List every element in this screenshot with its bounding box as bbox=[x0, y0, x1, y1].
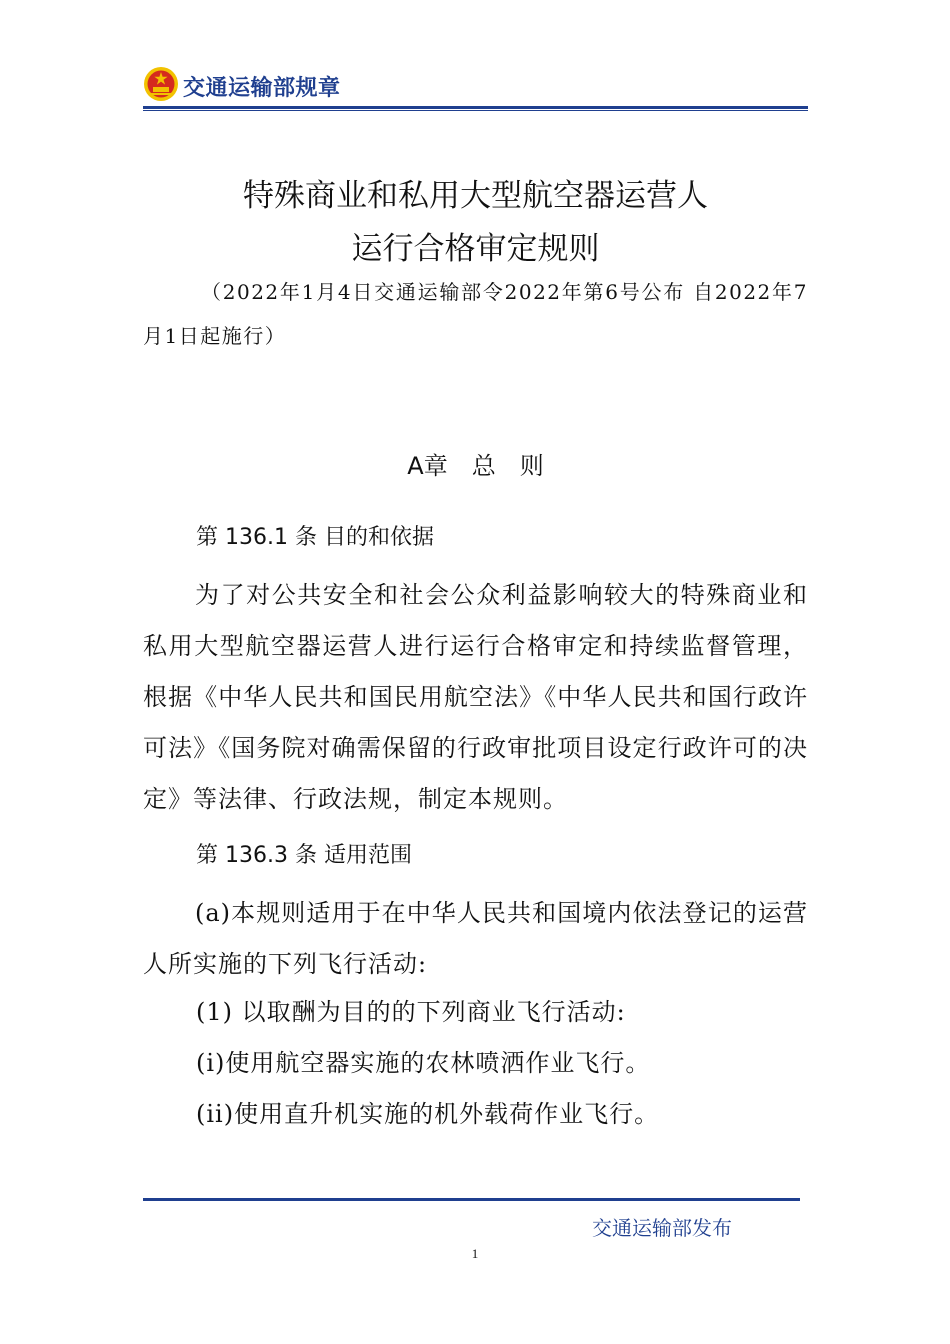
article-item: (ii)使用直升机实施的机外载荷作业飞行。 bbox=[196, 1100, 660, 1128]
document-subtitle: （2022年1月4日交通运输部令2022年第6号公布 自2022年7月1日起施行） bbox=[143, 280, 808, 348]
footer-publisher: 交通运输部发布 bbox=[592, 1216, 732, 1240]
chapter-word-2: 则 bbox=[519, 452, 544, 480]
article-body: 为了对公共安全和社会公众利益影响较大的特殊商业和私用大型航空器运营人进行运行合格审定和持续监督管理，根据《中华人民共和国民用航空法》《中华人民共和国行政许可法》《国务院对确需保留的行政审批项目设定行政许可的决定》等法律、行政法规，制定本规则。 bbox=[143, 581, 808, 813]
document-title-line1: 特殊商业和私用大型航空器运营人 bbox=[243, 178, 708, 214]
header-title: 交通运输部规章 bbox=[183, 76, 341, 101]
article-item: (i)使用航空器实施的农林喷洒作业飞行。 bbox=[196, 1049, 651, 1077]
chapter-word-1: 总 bbox=[471, 452, 496, 480]
article-heading: 第 136.1 条 目的和依据 bbox=[196, 525, 434, 550]
article-body: (a)本规则适用于在中华人民共和国境内依法登记的运营人所实施的下列飞行活动: bbox=[143, 899, 808, 978]
header-divider bbox=[143, 106, 808, 109]
article-item: (1) 以取酬为目的的下列商业飞行活动: bbox=[196, 998, 626, 1026]
chapter-heading bbox=[143, 446, 808, 481]
article-heading: 第 136.3 条 适用范围 bbox=[196, 843, 412, 868]
page-number: 1 bbox=[471, 1246, 479, 1261]
document-title-line2: 运行合格审定规则 bbox=[351, 231, 600, 267]
header-divider-thin bbox=[143, 110, 808, 111]
chapter-label: A章 bbox=[407, 452, 448, 480]
page-header bbox=[143, 62, 808, 110]
national-emblem-icon bbox=[143, 66, 179, 102]
footer-divider bbox=[143, 1198, 800, 1201]
